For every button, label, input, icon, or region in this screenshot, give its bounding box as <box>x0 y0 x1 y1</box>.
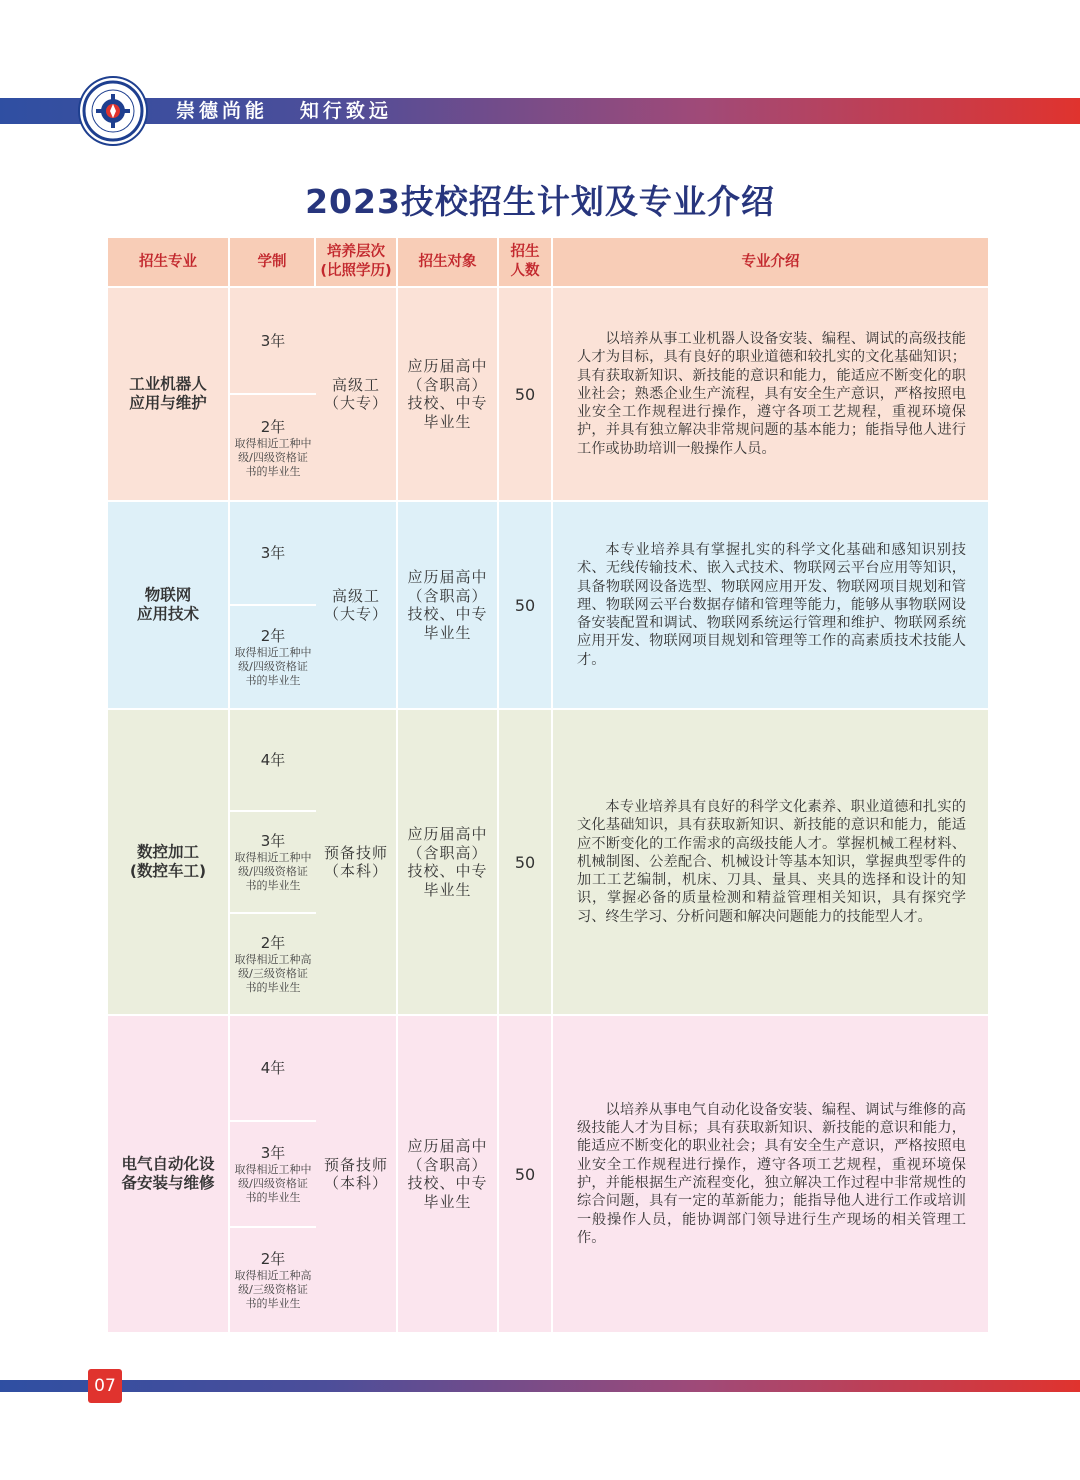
duration-option <box>230 502 316 606</box>
duration-note: 取得相近工种中级/四级资格证书的毕业生 <box>234 436 312 478</box>
header-level <box>316 238 398 288</box>
enrollment-table <box>108 238 990 1336</box>
header-major: 招生专业 <box>108 238 230 288</box>
duration-note: 取得相近工种中级/四级资格证书的毕业生 <box>234 851 312 892</box>
duration-years: 2年 <box>260 417 286 436</box>
duration-option <box>230 1122 316 1228</box>
enrollment-target <box>398 710 499 1016</box>
target-line4: 毕业生 <box>423 1192 472 1211</box>
major-intro <box>553 1016 990 1334</box>
header-band <box>0 98 1080 124</box>
duration-cell <box>230 288 316 502</box>
major-name-line1: 数控加工 <box>136 843 199 861</box>
training-level-line2: （大专） <box>323 394 388 412</box>
school-logo <box>80 78 146 144</box>
major-intro <box>553 710 990 1016</box>
training-level <box>316 502 398 710</box>
training-level-line1: 高级工 <box>331 375 380 394</box>
duration-years: 4年 <box>260 1059 286 1077</box>
header-duration: 学制 <box>230 238 316 288</box>
target-line4: 毕业生 <box>423 880 472 899</box>
target-line3: 技校、中专 <box>407 605 488 623</box>
major-name <box>108 710 230 1016</box>
duration-note: 取得相近工种中级/四级资格证书的毕业生 <box>234 646 312 687</box>
major-name-line2: 备安装与维修 <box>121 1174 215 1192</box>
duration-note: 取得相近工种中级/四级资格证书的毕业生 <box>234 1163 312 1204</box>
target-line2: （含职高） <box>407 586 488 605</box>
major-intro-text: 以培养从事工业机器人设备安装、编程、调试的高级技能人才为目标，具有良好的职业道德和较扎实的文化基础知识；具有获取新知识、新技能的意识和能力，能适应不断变化的职业社会；熟悉企业生产流程，具有安全生产意识，严格按照电业安全工作规程进行操作，遵守各项工艺规程，重视环境保护，并具有独立解决非常规问题的基本能力；能指导他人进行工作或协助培训一般操作人员。 <box>577 330 966 457</box>
header-count-line2: 人数 <box>510 263 540 279</box>
header-intro: 专业介绍 <box>553 238 990 288</box>
training-level-line1: 高级工 <box>331 586 380 605</box>
duration-note: 取得相近工种高级/三级资格证书的毕业生 <box>234 1269 312 1310</box>
training-level-line2: （本科） <box>323 862 388 880</box>
duration-years: 3年 <box>260 832 286 850</box>
duration-cell <box>230 1016 316 1334</box>
major-intro-text: 以培养从事电气自动化设备安装、编程、调试与维修的高级技能人才为目标；具有获取新知识、新技能的意识和能力，能适应不断变化的职业社会；具有安全生产意识，严格按照电业安全工作规程进行操作，遵守各项工艺规程，重视环境保护，并能根据生产流程变化，独立解决工作过程中非常规性的综合问题，具有一定的革新能力；能指导他人进行工作或培训一般操作人员，能协调部门领导进行生产现场的相关管理工作。 <box>577 1101 966 1246</box>
major-intro <box>553 502 990 710</box>
duration-option <box>230 710 316 812</box>
major-name-line1: 电气自动化设 <box>121 1155 215 1173</box>
header-level-line1: 培养层次 <box>326 244 385 260</box>
major-name-line2: 应用技术 <box>136 605 199 623</box>
major-name <box>108 288 230 502</box>
training-level <box>316 288 398 502</box>
target-line1: 应历届高中 <box>407 825 488 843</box>
major-intro <box>553 288 990 502</box>
duration-option <box>230 606 316 708</box>
target-line1: 应历届高中 <box>407 1137 488 1155</box>
enrollment-target <box>398 1016 499 1334</box>
training-level <box>316 1016 398 1334</box>
target-line3: 技校、中专 <box>407 394 488 412</box>
page-number: 07 <box>88 1369 122 1403</box>
enrollment-target <box>398 288 499 502</box>
target-line1: 应历届高中 <box>407 568 488 586</box>
target-line2: （含职高） <box>407 1155 488 1174</box>
duration-years: 2年 <box>260 1250 286 1268</box>
major-name-line2: (数控车工) <box>129 862 207 880</box>
duration-note: 取得相近工种高级/三级资格证书的毕业生 <box>234 953 312 994</box>
training-level-line2: （大专） <box>323 605 388 623</box>
training-level-line1: 预备技师 <box>323 843 388 862</box>
header-count-line1: 招生 <box>510 244 540 260</box>
duration-years: 3年 <box>260 331 286 350</box>
training-level-line2: （本科） <box>323 1174 388 1192</box>
duration-option <box>230 812 316 914</box>
enrollment-count: 50 <box>499 1016 553 1334</box>
target-line4: 毕业生 <box>423 623 472 642</box>
major-intro-text: 本专业培养具有良好的科学文化素养、职业道德和扎实的文化基础知识，具有获取新知识、新技能的意识和能力，能适应不断变化的工作需求的高级技能人才。掌握机械工程材料、机械制图、公差配合、机械设计等基本知识，掌握典型零件的加工工艺编制，机床、刀具、量具、夹具的选择和设计的知识，掌握必备的质量检测和精益管理相关知识，具有探究学习、终生学习、分析问题和解决问题能力的技能型人才。 <box>577 798 966 925</box>
target-line2: （含职高） <box>407 375 488 394</box>
duration-option <box>230 1228 316 1332</box>
duration-option <box>230 395 316 500</box>
training-level-line1: 预备技师 <box>323 1155 388 1174</box>
target-line4: 毕业生 <box>423 412 472 431</box>
duration-years: 2年 <box>260 934 286 952</box>
header-level-line2: (比照学历) <box>320 263 392 279</box>
major-name-line1: 物联网 <box>144 586 192 604</box>
training-level <box>316 710 398 1016</box>
duration-option <box>230 914 316 1014</box>
major-name-line2: 应用与维护 <box>129 394 207 412</box>
duration-option <box>230 1016 316 1122</box>
major-name <box>108 1016 230 1334</box>
header-target: 招生对象 <box>398 238 499 288</box>
target-line1: 应历届高中 <box>407 357 488 375</box>
school-motto: 崇德尚能 知行致远 <box>176 100 392 122</box>
duration-years: 2年 <box>260 627 286 645</box>
target-line3: 技校、中专 <box>407 1174 488 1192</box>
duration-cell <box>230 710 316 1016</box>
enrollment-target <box>398 502 499 710</box>
target-line2: （含职高） <box>407 843 488 862</box>
duration-years: 4年 <box>260 751 286 769</box>
major-name <box>108 502 230 710</box>
enrollment-count: 50 <box>499 502 553 710</box>
duration-option <box>230 288 316 395</box>
target-line3: 技校、中专 <box>407 862 488 880</box>
major-intro-text: 本专业培养具有掌握扎实的科学文化基础和感知识别技术、无线传输技术、嵌入式技术、物联网云平台应用等知识，具备物联网设备选型、物联网应用开发、物联网项目规划和管理、物联网云平台数据存储和管理等能力，能够从事物联网设备安装配置和调试、物联网系统运行管理和维护、物联网系统应用开发、物联网项目规划和管理等工作的高素质技术技能人才。 <box>577 541 966 668</box>
header-count <box>499 238 553 288</box>
enrollment-count: 50 <box>499 710 553 1016</box>
major-name-line1: 工业机器人 <box>129 375 207 393</box>
page-title: 2023技校招生计划及专业介绍 <box>305 182 775 221</box>
duration-years: 3年 <box>260 544 286 562</box>
duration-cell <box>230 502 316 710</box>
duration-years: 3年 <box>260 1144 286 1162</box>
footer-band <box>0 1380 1080 1392</box>
enrollment-count: 50 <box>499 288 553 502</box>
